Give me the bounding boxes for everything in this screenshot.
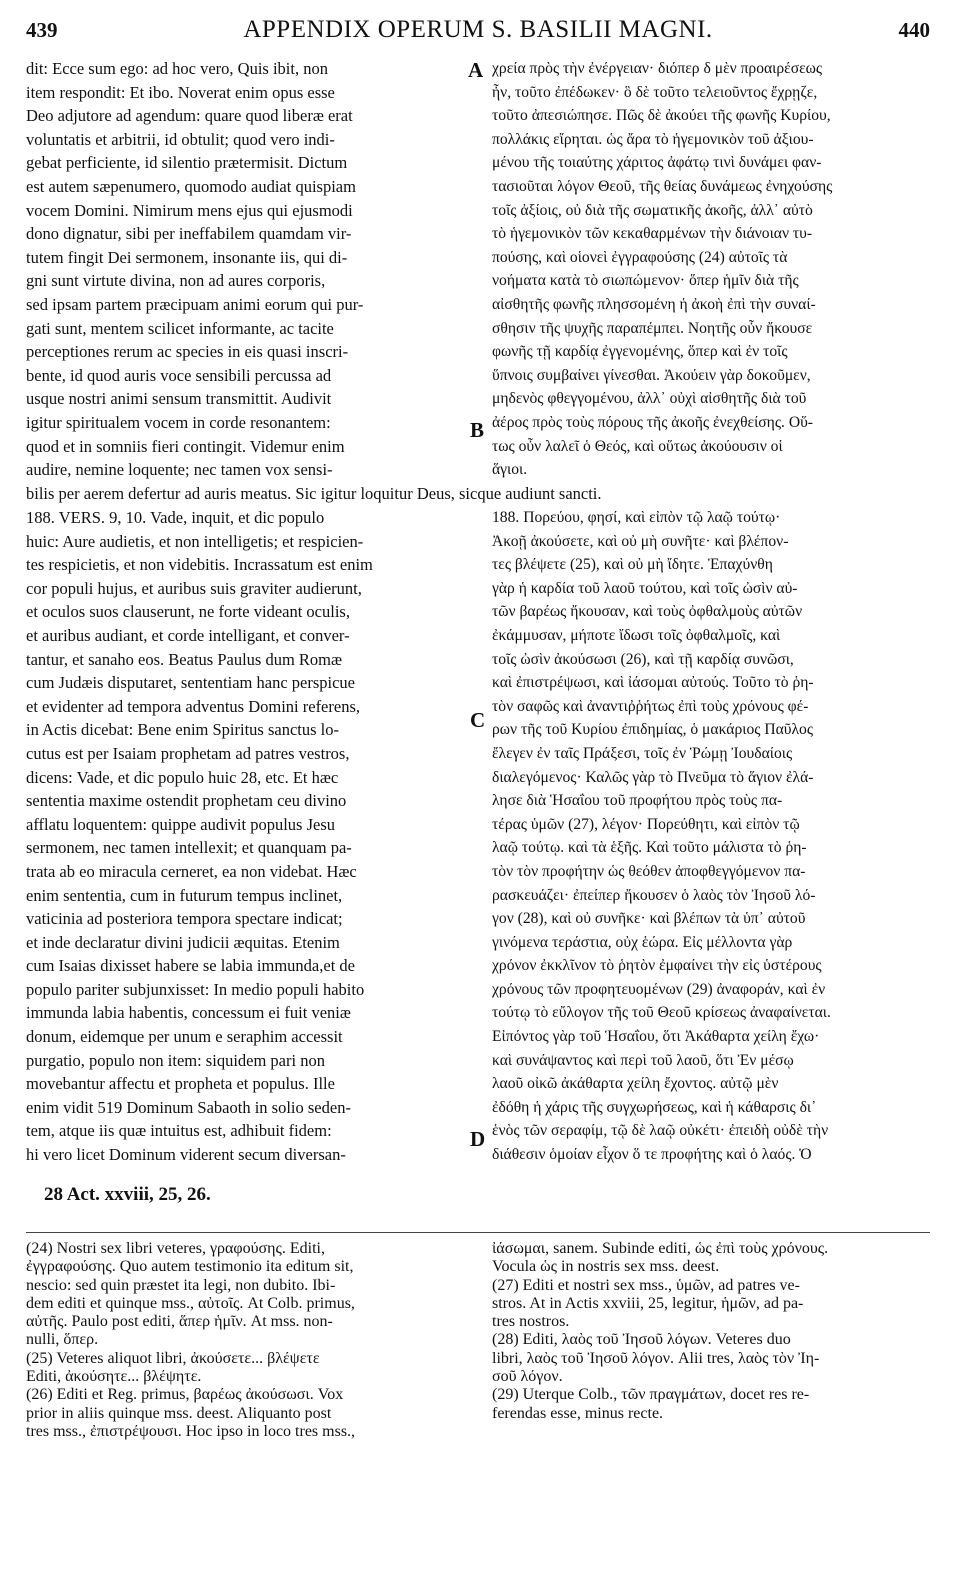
latin-text-line: enim vidit 519 Dominum Sabaoth in solio seden- bbox=[26, 1097, 351, 1117]
footnote-line: (24) Nostri sex libri veteres, γραφούσης. Editi, bbox=[26, 1240, 325, 1257]
full-width-line: bilis per aerem defertur ad auris meatus. Sic igitur loquitur Deus, sicque audiunt sancti. bbox=[26, 484, 602, 503]
latin-text-line: purgatio, populo non item: siquidem pari non bbox=[26, 1050, 325, 1070]
greek-text-line: χρόνους τῶν προφητευομένων (29) ἀναφοράν, καὶ ἐν bbox=[492, 980, 826, 998]
latin-text-line: dono dignatur, sibi per ineffabilem quamdam vir- bbox=[26, 224, 352, 244]
latin-text-line: item respondit: Et ibo. Noverat enim opus esse bbox=[26, 82, 335, 102]
latin-text-line: igitur spiritualem vocem in corde resonantem: bbox=[26, 412, 331, 432]
footnote-line: nulli, ὅπερ. bbox=[26, 1331, 99, 1349]
footnote-line: (26) Editi et Reg. primus, βαρέως ἀκούσωσι. Vox bbox=[26, 1386, 344, 1404]
greek-text-line: τὸν τὸν προφήτην ὡς θεόθεν ἀποφθεγγόμενον πα- bbox=[492, 862, 806, 880]
footnote-line: (28) Editi, λαὸς τοῦ Ἰησοῦ λόγων. Veteres duo bbox=[492, 1331, 791, 1349]
footnote-line: (29) Uterque Colb., τῶν πραγμάτων, docet res re- bbox=[492, 1386, 810, 1404]
greek-text-line: νοήματα κατὰ τὸ σιωπώμενον· ὅπερ ἡμῖν διὰ τῆς bbox=[492, 272, 799, 290]
footnote-line: σοῦ λόγον. bbox=[492, 1368, 563, 1386]
latin-text-line: et oculos suos clauserunt, ne forte videant oculis, bbox=[26, 602, 350, 622]
footnote-line: tres mss., ἐπιστρέψουσι. Hoc ipso in loco tres mss., bbox=[26, 1422, 356, 1440]
greek-text-line: τοῖς ἀξίοις, οὐ διὰ τῆς σωματικῆς ἀκοῆς, ἀλλ᾽ αὐτὸ bbox=[492, 201, 813, 219]
footnote-line: αὐτῆς. Paulo post editi, ἅπερ ἡμῖν. At mss. non- bbox=[26, 1313, 333, 1331]
latin-text-line: sermonem, nec tamen intellexit; et quanquam pa- bbox=[26, 838, 352, 858]
latin-text-line: tes respicietis, et non videbitis. Incrassatum est enim bbox=[26, 555, 373, 575]
greek-text-line: ἀέρος πρὸς τοὺς πόρους τῆς ἀκοῆς ἐνεχθείσης. Οὕ- bbox=[492, 413, 813, 431]
greek-text-line: τῶν βαρέως ἤκουσαν, καὶ τοὺς ὀφθαλμοὺς αὐτῶν bbox=[492, 603, 803, 621]
latin-text-line: afflatu loquentem: quippe audivit populus Jesu bbox=[26, 814, 336, 834]
greek-text-line: ἐδόθη ἡ χάρις τῆς συγχωρήσεως, καὶ ἡ κάθαρσις δι᾽ bbox=[492, 1098, 817, 1116]
greek-text-line: ἔλεγεν ἐν ταῖς Πράξεσι, τοῖς ἐν Ῥώμῃ Ἰουδαίοις bbox=[492, 744, 793, 762]
latin-text-line: movebantur affectu et propheta et populus. Ille bbox=[26, 1074, 335, 1094]
scripture-reference-note: 28 Act. xxviii, 25, 26. bbox=[44, 1184, 211, 1205]
page-number-left: 439 bbox=[26, 18, 58, 42]
greek-text-line: χρεία πρὸς τὴν ἐνέργειαν· διόπερ δ μὲν προαιρέσεως bbox=[492, 60, 823, 77]
greek-text-line: τοῖς ὠσὶν ἀκούσωσι (26), καὶ τῇ καρδίᾳ συνῶσι, bbox=[492, 650, 794, 668]
greek-text-line: ρων τῆς τοῦ Κυρίου ἐπιδημίας, ὁ μακάριος Παῦλος bbox=[492, 721, 814, 739]
greek-text-line: γινόμενα τεράστια, οὐχ ἑώρα. Εἰς μέλλοντα γὰρ bbox=[492, 933, 793, 951]
greek-text-line: ἅγιοι. bbox=[492, 461, 528, 479]
page-header bbox=[26, 16, 930, 46]
greek-text-line: τὸν σαφῶς καὶ ἀναντιῤῥήτως ἐπὶ τοὺς χρόνους φέ- bbox=[492, 697, 809, 715]
latin-text-line: sententia maxime ostendit prophetam ceu divino bbox=[26, 791, 347, 811]
margin-letter-c: C bbox=[470, 708, 486, 732]
latin-text-line: hi vero licet Dominum viderent secum diversan- bbox=[26, 1145, 346, 1165]
footnote-line: Vocula ὡς in nostris sex mss. deest. bbox=[492, 1258, 720, 1276]
latin-column-bottom bbox=[26, 506, 466, 1167]
latin-text-line: gni sunt virtute divina, non ad aures corporis, bbox=[26, 271, 326, 291]
latin-text-line: vaticinia ad posteriora tempora spectare indicat; bbox=[26, 909, 343, 929]
greek-text-line: τὸ ἡγεμονικὸν τῶν κεκαθαρμένων τὴν διάνοιαν τυ- bbox=[492, 225, 813, 243]
latin-text-line: dicens: Vade, et dic populo huic 28, etc. Et hæc bbox=[26, 767, 339, 787]
greek-text-line: καὶ ἐπιστρέψωσι, καὶ ἰάσομαι αὐτούς. Τοῦτο τὸ ῥη- bbox=[492, 674, 814, 692]
latin-text-line: cum Judæis disputaret, sententiam hanc perspicue bbox=[26, 673, 356, 693]
footnote-line: (27) Editi et nostri sex mss., ὑμῶν, ad patres ve- bbox=[492, 1276, 800, 1294]
latin-text-line: cutus est per Isaiam prophetam ad patres vestros, bbox=[26, 743, 350, 763]
greek-text-line: λησε διὰ Ἡσαΐου τοῦ προφήτου πρὸς τοὺς πα- bbox=[492, 792, 783, 810]
latin-text-line: 188. VERS. 9, 10. Vade, inquit, et dic populo bbox=[26, 508, 325, 527]
footnote-line: ἰάσωμαι, sanem. Subinde editi, ὡς ἐπὶ τοὺς χρόνους. bbox=[492, 1240, 829, 1257]
latin-text-line: tutem fingit Dei sermonem, insonante iis, qui di- bbox=[26, 247, 348, 267]
latin-text-line: tantur, et sanaho eos. Beatus Paulus dum Romæ bbox=[26, 649, 343, 669]
page-number-right: 440 bbox=[898, 18, 930, 42]
greek-text-line: Ἀκοῇ ἀκούσετε, καὶ οὐ μὴ συνῆτε· καὶ βλέπον- bbox=[492, 532, 789, 550]
latin-text-line: est autem sæpenumero, quomodo audiat quispiam bbox=[26, 176, 356, 196]
greek-text-line: λαῷ τούτῳ. καὶ τὰ ἑξῆς. Καὶ τοῦτο μάλιστα τὸ ῥη- bbox=[492, 839, 807, 857]
latin-text-line: cum Isaias dixisset habere se labia immunda,et de bbox=[26, 956, 355, 976]
footnote-line: ἐγγραφούσης. Quo autem testimonio ita editum sit, bbox=[26, 1258, 354, 1276]
greek-text-line: πούσης, καὶ οἱονεὶ ἐγγραφούσης (24) αὐτοῖς τὰ bbox=[492, 248, 788, 266]
greek-text-line: ὕπνοις συμβαίνει γίνεσθαι. Ἀκούειν γὰρ δοκοῦμεν, bbox=[492, 366, 811, 384]
latin-text-line: in Actis dicebat: Bene enim Spiritus sanctus lo- bbox=[26, 720, 339, 740]
greek-text-line: φωνῆς τῇ καρδίᾳ ἐγγενομένης, ὅπερ καὶ ἐν τοῖς bbox=[492, 343, 788, 361]
greek-text-line: διαλεγόμενος· Καλῶς γὰρ τὸ Πνεῦμα τὸ ἅγιον ἐλά- bbox=[492, 768, 814, 786]
latin-text-line: donum, eidemque per unum e seraphim accessit bbox=[26, 1027, 343, 1047]
greek-text-line: λαοῦ οἰκῶ ἀκάθαρτα χείλη ἔχοντος. αὐτῷ μὲν bbox=[492, 1075, 779, 1093]
greek-text-line: 188. Πορεύου, φησί, καὶ εἰπὸν τῷ λαῷ τούτῳ· bbox=[492, 509, 781, 526]
greek-text-line: μένου τῆς τοιαύτης χάριτος ἀφάτῳ τινὶ δυνάμει φαν- bbox=[492, 154, 822, 172]
greek-text-line: αἰσθητῆς φωνῆς πλησσομένη ἡ ἀκοὴ ἐπὶ τὴν συναί- bbox=[492, 295, 816, 313]
footnote-line: (25) Veteres aliquot libri, ἀκούσετε... βλέψετε bbox=[26, 1349, 320, 1367]
latin-text-line: gati sunt, mentem scilicet informante, ac tacite bbox=[26, 318, 334, 338]
greek-text-line: ἑνὸς τῶν σεραφίμ, τῷ δὲ λαῷ οὐκέτι· ἐπειδὴ οὐδὲ τὴν bbox=[492, 1122, 829, 1140]
footnote-line: ferendas esse, minus recte. bbox=[492, 1404, 664, 1422]
latin-text-line: cor populi hujus, et auribus suis graviter audierunt, bbox=[26, 578, 362, 598]
greek-text-line: τούτῳ τὸ εὔλογον τῆς τοῦ Θεοῦ κρίσεως ἀναφαίνεται. bbox=[492, 1004, 831, 1022]
greek-text-line: γὰρ ἡ καρδία τοῦ λαοῦ τούτου, καὶ τοῖς ὠσὶν αὐ- bbox=[492, 579, 798, 597]
greek-text-line: καὶ συνάψαντος καὶ περὶ τοῦ λαοῦ, ὅτι Ἐν μέσῳ bbox=[492, 1051, 794, 1069]
footnotes-left-column bbox=[26, 1240, 466, 1441]
latin-text-line: dit: Ecce sum ego: ad hoc vero, Quis ibit, non bbox=[26, 59, 328, 78]
latin-text-line: sed ipsam partem præcipuam animi eorum qui pur- bbox=[26, 294, 364, 314]
margin-letter-a: A bbox=[468, 58, 484, 82]
latin-text-line: vocem Domini. Nimirum mens ejus qui ejusmodi bbox=[26, 200, 353, 220]
footnote-line: tres nostros. bbox=[492, 1313, 570, 1331]
margin-letter-b: B bbox=[470, 418, 485, 442]
greek-text-line: ρασκευάζει· ἐπείπερ ἤκουσεν ὁ λαὸς τὸν Ἰησοῦ λό- bbox=[492, 886, 816, 904]
margin-letter-d: D bbox=[470, 1127, 486, 1151]
latin-text-line: huic: Aure audietis, et non intelligetis; et respicien- bbox=[26, 531, 364, 551]
running-title: APPENDIX OPERUM S. BASILII MAGNI. bbox=[243, 16, 713, 43]
greek-column-bottom bbox=[492, 506, 938, 1167]
greek-text-line: Εἰπόντος γὰρ τοῦ Ἡσαΐου, ὅτι Ἀκάθαρτα χείλη ἔχω· bbox=[492, 1028, 820, 1046]
footnote-line: dem editi et quinque mss., αὐτοῖς. At Colb. primus, bbox=[26, 1294, 355, 1312]
latin-text-line: et inde declaratur divini judicii æquitas. Etenim bbox=[26, 932, 340, 952]
footnote-line: Editi, ἀκούσητε... βλέψητε. bbox=[26, 1368, 202, 1386]
footnote-divider bbox=[26, 1232, 930, 1233]
greek-column-top bbox=[492, 57, 938, 482]
latin-text-line: populo pariter subjunxisset: In medio populi habito bbox=[26, 979, 365, 999]
greek-text-line: τες βλέψετε (25), καὶ οὐ μὴ ἴδητε. Ἐπαχύνθη bbox=[492, 556, 773, 574]
greek-text-line: μηδενὸς φθεγγομένου, ἀλλ᾽ οὐχὶ αἰσθητῆς διὰ τοῦ bbox=[492, 390, 807, 408]
latin-text-line: gebat perficiente, id silentio prætermisit. Dictum bbox=[26, 153, 348, 173]
footnotes-right-column bbox=[492, 1240, 938, 1423]
latin-column-top bbox=[26, 57, 466, 482]
latin-text-line: et auribus audiant, et corde intelligant, et conver- bbox=[26, 625, 350, 645]
greek-text-line: ἐκάμμυσαν, μήποτε ἴδωσι τοῖς ὀφθαλμοῖς, καὶ bbox=[492, 626, 781, 644]
latin-text-line: tem, atque iis quæ intuitus est, adhibuit fidem: bbox=[26, 1121, 332, 1141]
footnote-line: prior in aliis quinque mss. deest. Aliquanto post bbox=[26, 1404, 332, 1422]
greek-text-line: τως οὖν λαλεῖ ὁ Θεός, καὶ οὕτως ἀκούουσιν οἱ bbox=[492, 437, 783, 455]
greek-text-line: τέρας ὑμῶν (27), λέγον· Πορεύθητι, καὶ εἰπὸν τῷ bbox=[492, 815, 800, 833]
latin-text-line: enim sententia, cum in futurum tempus inclinet, bbox=[26, 885, 343, 905]
latin-text-line: usque nostri animi sensum transmittit. Audivit bbox=[26, 389, 332, 409]
latin-text-line: quod et in somniis fieri contingit. Videmur enim bbox=[26, 436, 345, 456]
latin-text-line: bente, id quod auris voce sensibili percussa ad bbox=[26, 365, 332, 385]
greek-text-line: πολλάκις εἴρηται. ὡς ἄρα τὸ ἡγεμονικὸν τοῦ ἀξιου- bbox=[492, 130, 814, 148]
footnote-line: libri, λαὸς τοῦ Ἰησοῦ λόγον. Alii tres, λαὸς τὸν Ἰη- bbox=[492, 1349, 820, 1367]
greek-text-line: τασιοῦται λόγον Θεοῦ, τῆς θείας δυνάμεως ἐνηχούσης bbox=[492, 177, 833, 195]
latin-text-line: audire, nemine loquente; nec tamen vox sensi- bbox=[26, 460, 333, 480]
greek-text-line: ἦν, τοῦτο ἐπέδωκεν· ὃ δὲ τοῦτο τελειοῦντος ἔχρῃζε, bbox=[492, 83, 818, 101]
latin-text-line: et evidenter ad tempora adventus Domini referens, bbox=[26, 696, 360, 716]
footnote-line: nescio: sed quin præstet ita legi, non dubito. Ibi- bbox=[26, 1276, 336, 1294]
greek-text-line: τοῦτο ἀπεσιώπησε. Πῶς δὲ ἀκούει τῆς φωνῆς Κυρίου, bbox=[492, 107, 831, 125]
latin-text-line: immunda labia habentis, concessum ei fuit veniæ bbox=[26, 1003, 351, 1023]
footnote-line: stros. At in Actis xxviii, 25, legitur, ἡμῶν, ad pa- bbox=[492, 1294, 804, 1312]
latin-text-line: voluntatis et arbitrii, id obtulit; quod vero indi- bbox=[26, 129, 335, 149]
greek-text-line: γον (28), καὶ οὐ συνῆκε· καὶ βλέπων τὰ ὑπ᾽ αὐτοῦ bbox=[492, 910, 806, 928]
latin-text-line: Deo adjutore ad agendum: quare quod liberæ erat bbox=[26, 106, 353, 126]
greek-text-line: διάθεσιν ὁμοίαν εἶχον ὅ τε προφήτης καὶ ὁ λαός. Ὁ bbox=[492, 1146, 812, 1164]
latin-text-line: trata ab eo miracula cerneret, ea non videbat. Hæc bbox=[26, 861, 357, 881]
latin-text-line: perceptiones rerum ac species in eis quasi inscri- bbox=[26, 342, 349, 362]
greek-text-line: σθησιν τῆς ψυχῆς παραπέμπει. Νοητῆς οὖν ἤκουσε bbox=[492, 319, 813, 337]
greek-text-line: χρόνον ἐκκλῖνον τὸ ῥητὸν ἐμφαίνει τὴν εἰς ὑστέρους bbox=[492, 957, 822, 975]
